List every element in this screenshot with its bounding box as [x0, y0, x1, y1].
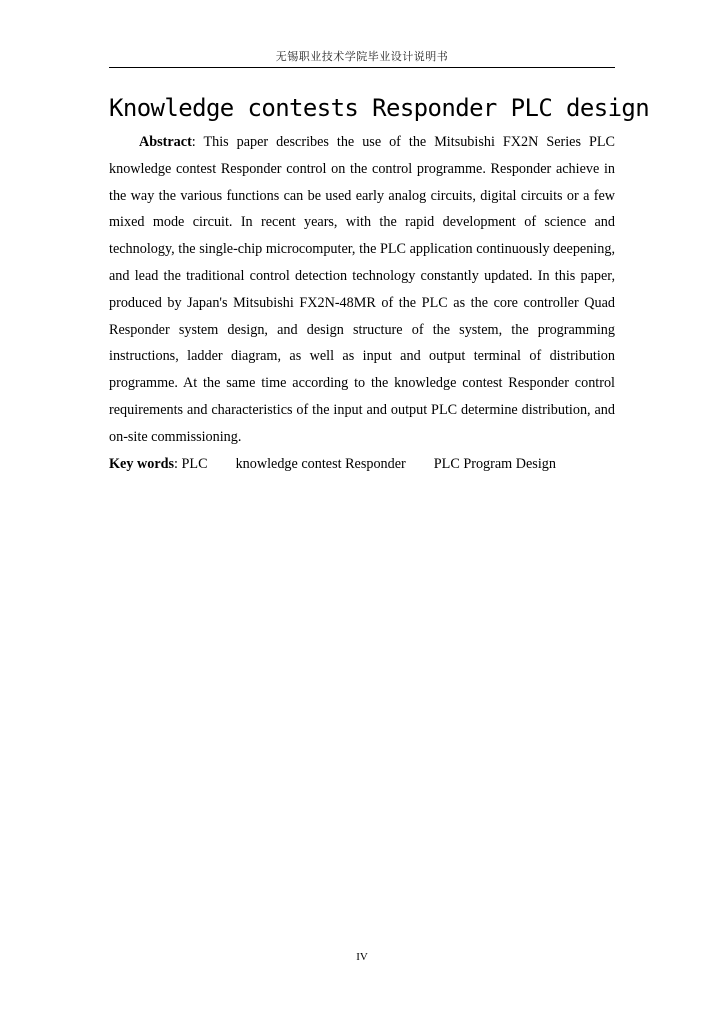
keywords-line [109, 451, 615, 478]
keyword-item: knowledge contest Responder [235, 456, 406, 472]
abstract-label: Abstract [139, 134, 192, 150]
paper-title: Knowledge contests Responder PLC design [109, 94, 650, 122]
page-number: IV [356, 951, 368, 963]
abstract-paragraph [109, 129, 615, 451]
keywords-separator: : [174, 456, 182, 472]
keywords-label: Key words [109, 456, 175, 472]
running-header: 无锡职业技术学院毕业设计说明书 [275, 51, 449, 63]
keyword-item: PLC Program Design [433, 456, 556, 472]
header-rule [109, 67, 615, 68]
keyword-item: PLC [181, 456, 208, 472]
abstract-text: : This paper describes the use of the Mitsubishi FX2N Series PLC knowledge contest Responder control on the control programme. Responder achieve in the way the various functions can be used early analog circuits, digital circuits or a few mixed mode circuit. In recent years, with the rapid development of science and technology, the single-chip microcomputer, the PLC application continuously deepening, and lead the traditional control detection technology constantly updated. In this paper, produced by Japan's Mitsubishi FX2N-48MR of the PLC as the core controller Quad Responder system design, and design structure of the system, the programming instructions, ladder diagram, as well as input and output terminal of distribution programme. At the same time according to the knowledge contest Responder control requirements and characteristics of the input and output PLC determine distribution, and on-site commissioning. [109, 134, 615, 445]
